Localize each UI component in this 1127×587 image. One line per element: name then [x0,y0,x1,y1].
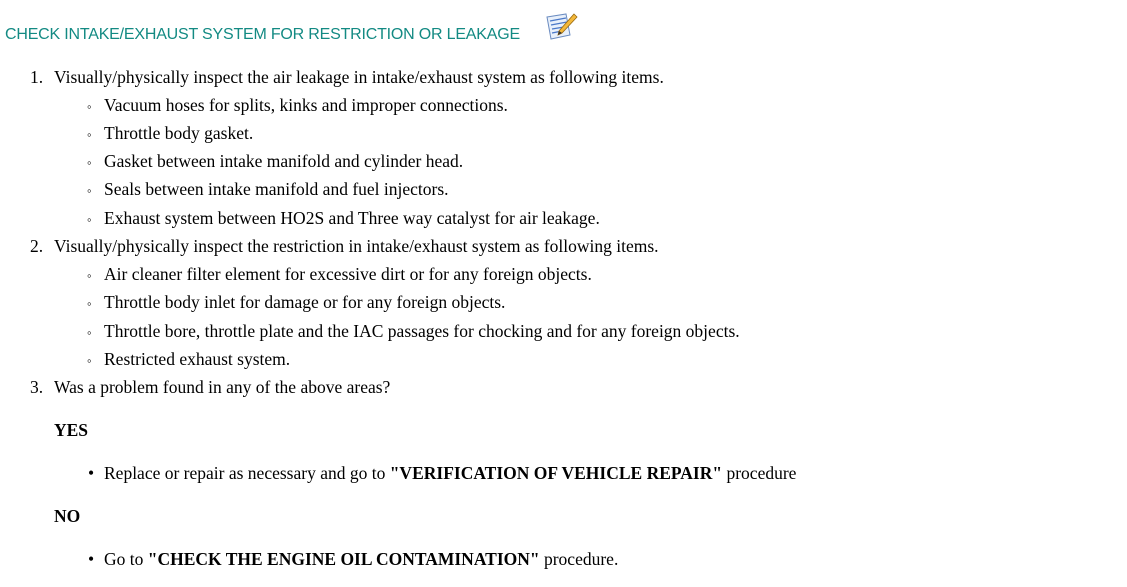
list-item: Seals between intake manifold and fuel injectors. [104,179,449,199]
yes-pre: Replace or repair as necessary and go to [104,463,390,483]
step-number: 3. [30,377,44,397]
step-text: Visually/physically inspect the air leakage in intake/exhaust system as following items. [54,67,664,87]
circle-bullet-icon: ◦ [87,127,92,142]
circle-bullet-icon: ◦ [87,155,92,170]
yes-post: procedure [722,463,797,483]
list-item: Vacuum hoses for splits, kinks and improper connections. [104,95,508,115]
yes-heading: YES [54,420,89,440]
list-item: Restricted exhaust system. [104,349,291,369]
list-item: Throttle body gasket. [104,123,254,143]
circle-bullet-icon: ◦ [87,99,92,114]
list-item: Exhaust system between HO2S and Three way catalyst for air leakage. [104,208,600,228]
circle-bullet-icon: ◦ [87,268,92,283]
circle-bullet-icon: ◦ [87,212,92,227]
no-label [54,505,80,527]
circle-bullet-icon: ◦ [87,353,92,368]
circle-bullet-icon: ◦ [87,296,92,311]
no-pre: Go to [104,549,148,569]
no-action [104,548,618,570]
bullet-icon: • [88,463,95,483]
no-heading: NO [54,506,81,526]
step-text: Was a problem found in any of the above areas? [54,377,391,397]
list-item: Throttle body inlet for damage or for any foreign objects. [104,292,506,312]
yes-action [104,462,796,484]
list-item: Throttle bore, throttle plate and the IAC passages for chocking and for any foreign objects. [104,321,740,341]
circle-bullet-icon: ◦ [87,325,92,340]
step-number: 2. [30,236,44,256]
yes-label [54,419,88,441]
circle-bullet-icon: ◦ [87,183,92,198]
notepad-pencil-icon[interactable] [544,11,578,41]
step-text: Visually/physically inspect the restriction in intake/exhaust system as following items. [54,236,659,256]
no-post: procedure. [539,549,619,569]
list-item: Air cleaner filter element for excessive dirt or for any foreign objects. [104,264,592,284]
oil-contamination-link[interactable]: "CHECK THE ENGINE OIL CONTAMINATION" [147,549,540,569]
list-item: Gasket between intake manifold and cylinder head. [104,151,464,171]
bullet-icon: • [88,549,95,569]
page-title: CHECK INTAKE/EXHAUST SYSTEM FOR RESTRICTION OR LEAKAGE [5,26,520,43]
step-number: 1. [30,67,44,87]
verification-link[interactable]: "VERIFICATION OF VEHICLE REPAIR" [389,463,723,483]
